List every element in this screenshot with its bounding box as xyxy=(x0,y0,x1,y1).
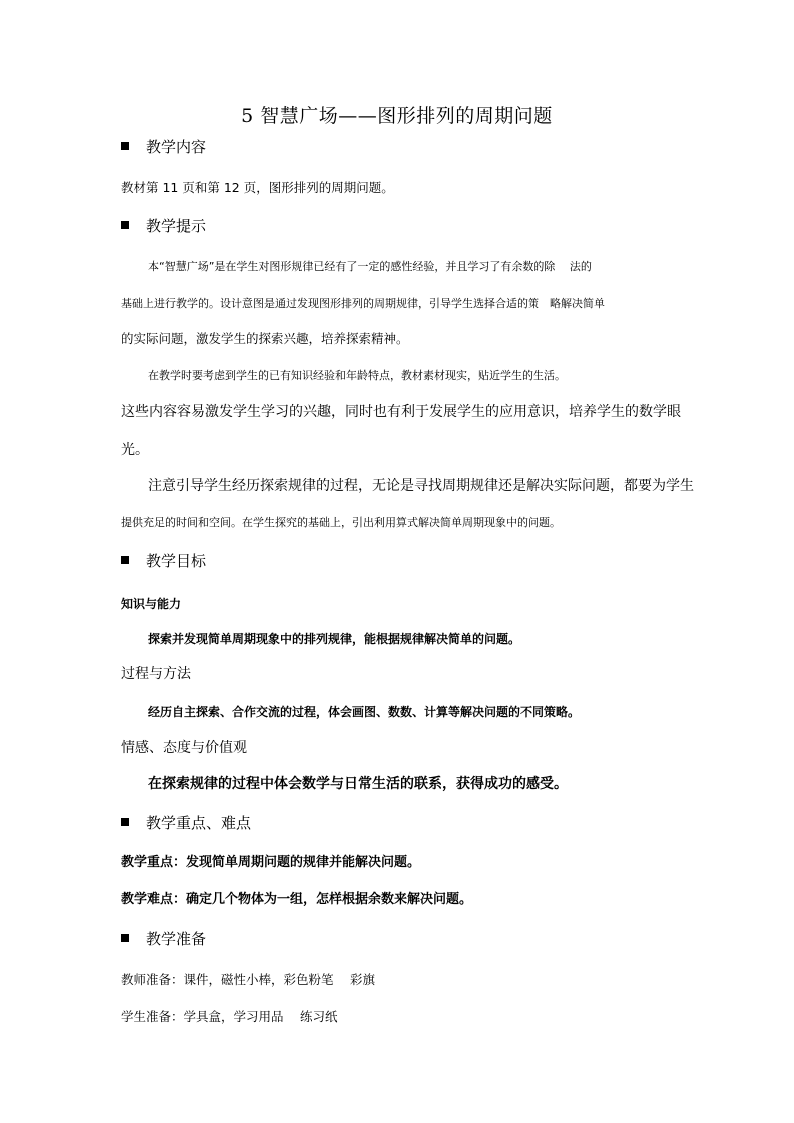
hint-line: 注意引导学生经历探索规律的过程，无论是寻找周期规律还是解决实际问题，都要为学生 xyxy=(148,478,694,494)
square-bullet-icon xyxy=(121,142,129,150)
section-heading-label: 教学提示 xyxy=(146,217,207,235)
section-heading-key-points xyxy=(121,813,251,833)
hint-line: 提供充足的时间和空间。在学生探究的基础上，引出利用算式解决简单周期现象中的问题。 xyxy=(121,516,561,529)
process-title: 过程与方法 xyxy=(121,666,191,682)
hint-line: 基础上进行教学的。设计意图是通过发现图形排列的周期规律，引导学生选择合适的策 略解决简单 xyxy=(121,297,605,310)
process-text: 经历自主探索、合作交流的过程，体会画图、数数、计算等解决问题的不同策略。 xyxy=(148,705,581,719)
key-point-text: 教学重点：发现简单周期问题的规律并能解决问题。 xyxy=(121,855,421,870)
square-bullet-icon xyxy=(121,221,129,229)
page-title: 5 智慧广场——图形排列的周期问题 xyxy=(241,105,553,127)
square-bullet-icon xyxy=(121,934,129,942)
square-bullet-icon xyxy=(121,818,129,826)
hint-line: 光。 xyxy=(121,442,149,458)
square-bullet-icon xyxy=(121,556,129,564)
knowledge-text: 探索并发现简单周期现象中的排列规律，能根据规律解决简单的问题。 xyxy=(148,632,521,646)
section-heading-goals xyxy=(121,551,206,571)
section-heading-label: 教学准备 xyxy=(146,930,207,948)
hint-line: 在教学时要考虑到学生的已有知识经验和年龄特点，教材素材现实，贴近学生的生活。 xyxy=(148,369,566,382)
section-heading-label: 教学目标 xyxy=(146,552,207,570)
section-heading-label: 教学重点、难点 xyxy=(146,814,252,832)
hint-line: 的实际问题，激发学生的探索兴趣，培养探索精神。 xyxy=(121,331,409,346)
content-text: 教材第 11 页和第 12 页，图形排列的周期问题。 xyxy=(121,180,394,195)
section-heading-preparation xyxy=(121,929,206,949)
difficult-point-text: 教学难点：确定几个物体为一组，怎样根据余数来解决问题。 xyxy=(121,892,473,907)
hint-line: 本“智慧广场”是在学生对图形规律已经有了一定的感性经验，并且学习了有余数的除 法的 xyxy=(148,260,592,273)
section-heading-label: 教学内容 xyxy=(146,138,207,156)
student-preparation: 学生准备：学具盒，学习用品 练习纸 xyxy=(121,1009,338,1024)
hint-line: 这些内容容易激发学生学习的兴趣，同时也有利于发展学生的应用意识，培养学生的数学眼 xyxy=(121,404,681,420)
emotion-text: 在探索规律的过程中体会数学与日常生活的联系，获得成功的感受。 xyxy=(148,776,568,792)
section-heading-hint xyxy=(121,216,206,236)
teacher-preparation: 教师准备：课件，磁性小棒，彩色粉笔 彩旗 xyxy=(121,972,375,987)
section-heading-content xyxy=(121,137,206,157)
knowledge-title: 知识与能力 xyxy=(121,597,182,611)
emotion-title: 情感、态度与价值观 xyxy=(121,740,247,756)
